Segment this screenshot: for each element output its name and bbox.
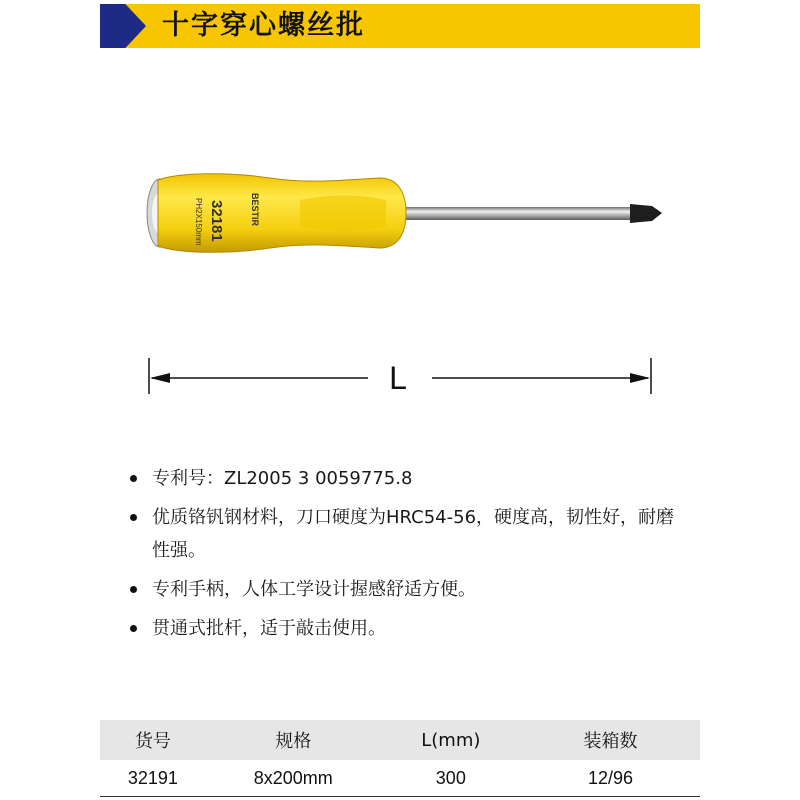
table-cell: 8x200mm <box>206 760 381 797</box>
bullet-icon <box>130 514 137 521</box>
feature-list <box>130 462 690 651</box>
bullet-icon <box>130 586 137 593</box>
page-title: 十字穿心螺丝批 <box>162 10 365 41</box>
column-header: L(mm) <box>381 720 521 760</box>
screwdriver-image <box>140 160 670 270</box>
table-row <box>100 760 700 797</box>
brand-logo-text: BESTIR <box>250 193 260 227</box>
bullet-icon <box>130 475 137 482</box>
handle-code-text: 32181 <box>208 200 225 242</box>
column-header: 规格 <box>206 720 381 760</box>
feature-item <box>130 501 690 567</box>
table-cell: 32191 <box>100 760 206 797</box>
table-cell: 300 <box>381 760 521 797</box>
table-cell: 12/96 <box>521 760 700 797</box>
table-header-row <box>100 720 700 760</box>
feature-text: 优质铬钒钢材料，刀口硬度为HRC54-56，硬度高，韧性好，耐磨性强。 <box>152 507 675 561</box>
handle-spec-text: PH2X150mm <box>194 198 203 246</box>
arrow-left-icon <box>150 373 170 383</box>
column-header: 装箱数 <box>521 720 700 760</box>
feature-text: 专利手柄，人体工学设计握感舒适方便。 <box>152 579 476 600</box>
feature-item <box>130 462 690 495</box>
feature-item <box>130 612 690 645</box>
dimension-label: L <box>389 360 407 396</box>
feature-text: 专利号：ZL2005 3 0059775.8 <box>152 468 413 489</box>
feature-text: 贯通式批杆，适于敲击使用。 <box>152 618 386 639</box>
column-header: 货号 <box>100 720 206 760</box>
feature-item <box>130 573 690 606</box>
arrow-right-icon <box>630 373 650 383</box>
bullet-icon <box>130 625 137 632</box>
spec-table <box>100 720 700 797</box>
